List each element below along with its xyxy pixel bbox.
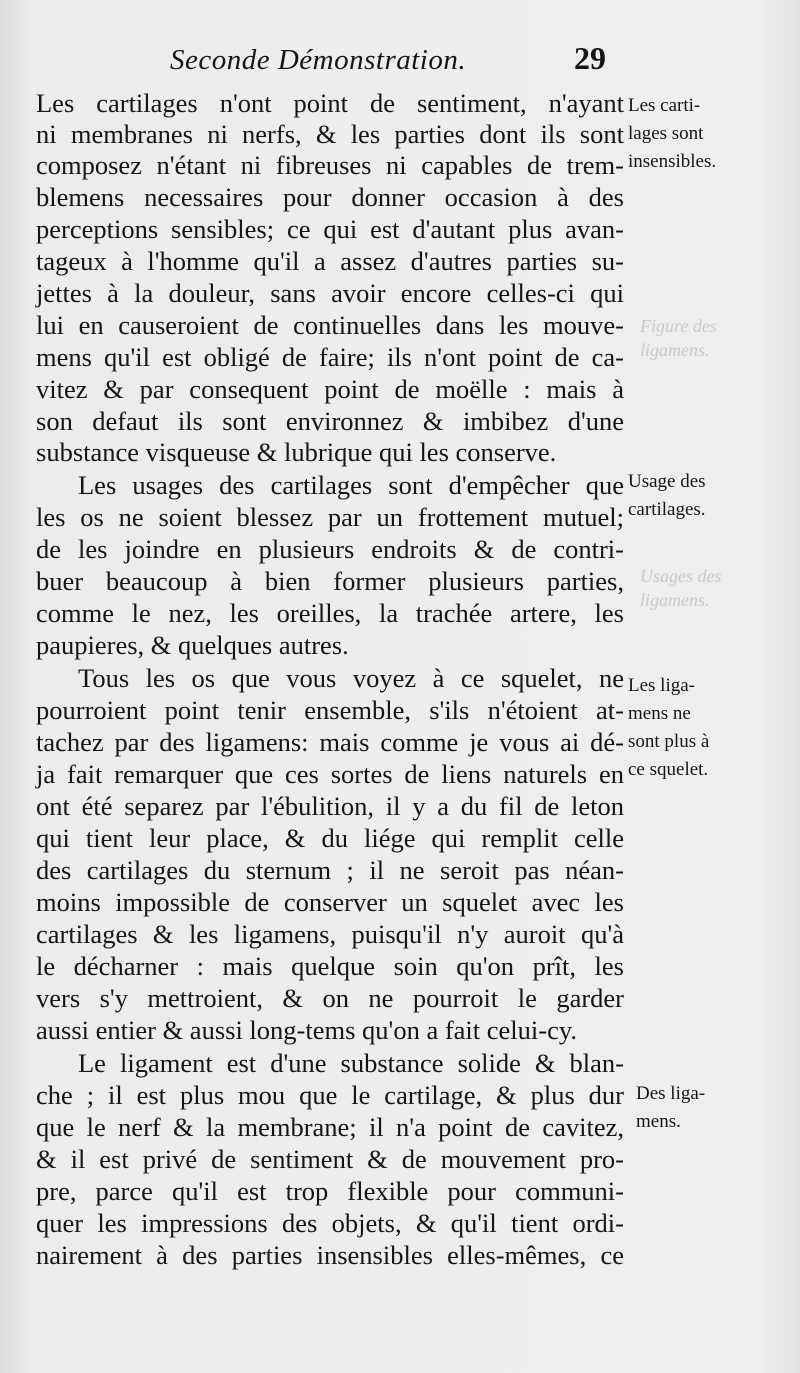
text-line: les os ne soient blessez par un frottement mutuel; [36, 502, 624, 532]
text-line: cartilages & les ligamens, puisqu'il n'y auroit qu'à [36, 919, 624, 949]
margin-note-line: cartilages. [628, 499, 706, 520]
margin-note-line: Les carti- [628, 95, 701, 116]
text-line: buer beaucoup à bien former plusieurs parties, [36, 566, 624, 596]
text-line: paupieres, & quelques autres. [36, 630, 349, 660]
margin-note-line: Les liga- [628, 675, 696, 696]
margin-note-line: mens ne [628, 703, 691, 724]
text-line: tageux à l'homme qu'il a assez d'autres parties su- [36, 246, 624, 276]
text-line: mens qu'il est obligé de faire; ils n'ont point de ca- [36, 342, 624, 372]
text-line: son defaut ils sont environnez & imbibez d'une [36, 406, 624, 436]
margin-note-line: mens. [636, 1111, 681, 1132]
margin-note-line: Usage des [628, 471, 706, 492]
text-line: des cartilages du sternum ; il ne seroit pas néan- [36, 855, 624, 885]
text-line: Tous les os que vous voyez à ce squelet, ne [78, 663, 624, 693]
text-line: pourroient point tenir ensemble, s'ils n'étoient at- [36, 695, 624, 725]
text-line: vers s'y mettroient, & on ne pourroit le garder [36, 983, 624, 1013]
margin-note-usage-cartilages [628, 468, 788, 524]
text-line: moins impossible de conserver un squelet avec les [36, 887, 624, 917]
text-line: pre, parce qu'il est trop flexible pour communi- [36, 1176, 624, 1206]
text-line: che ; il est plus mou que le cartilage, & plus dur [36, 1080, 624, 1110]
show-through-text [640, 564, 750, 612]
text-line: ja fait remarquer que ces sortes de liens naturels en [36, 759, 624, 789]
show-through-text [640, 314, 750, 362]
text-line: Les usages des cartilages sont d'empêcher que [78, 470, 624, 500]
margin-note-des-ligamens [636, 1080, 796, 1136]
text-line: substance visqueuse & lubrique qui les conserve. [36, 437, 557, 467]
show-through-line: ligamens. [640, 340, 710, 360]
show-through-line: ligamens. [640, 590, 710, 610]
margin-note-line: ce squelet. [628, 759, 709, 780]
text-line: aussi entier & aussi long-tems qu'on a fait celui-cy. [36, 1015, 578, 1045]
text-line: comme le nez, les oreilles, la trachée artere, les [36, 598, 624, 628]
text-line: jettes à la douleur, sans avoir encore celles-ci qui [36, 278, 624, 308]
margin-note-line: sont plus à [628, 731, 710, 752]
text-line: le décharner : mais quelque soin qu'on prît, les [36, 951, 624, 981]
show-through-line: Usages des [640, 566, 722, 586]
text-line: Le ligament est d'une substance solide & blan- [78, 1048, 624, 1078]
text-line: de les joindre en plusieurs endroits & de contri- [36, 534, 624, 564]
running-title: Seconde Démonstration. [170, 44, 467, 76]
margin-note-line: Des liga- [636, 1083, 706, 1104]
text-line: ni membranes ni nerfs, & les parties dont ils sont [36, 119, 624, 149]
margin-note-line: insensibles. [628, 151, 717, 172]
margin-note-insensible-cartilages [628, 92, 788, 176]
text-line: nairement à des parties insensibles elles-mêmes, ce [36, 1240, 624, 1270]
page-number: 29 [574, 40, 606, 76]
text-line: blemens necessaires pour donner occasion à des [36, 182, 624, 212]
text-line: composez n'étant ni fibreuses ni capables de trem- [36, 150, 624, 180]
show-through-line: Figure des [640, 316, 717, 336]
text-line: tachez par des ligamens: mais comme je vous ai dé- [36, 727, 624, 757]
text-line: qui tient leur place, & du liége qui remplit celle [36, 823, 624, 853]
text-line: ont été separez par l'ébulition, il y a du fil de leton [36, 791, 624, 821]
margin-note-line: lages sont [628, 123, 704, 144]
margin-note-ligaments-skeleton [628, 672, 788, 784]
text-line: Les cartilages n'ont point de sentiment, n'ayant [36, 88, 624, 118]
text-line: vitez & par consequent point de moëlle : mais à [36, 374, 624, 404]
text-line: & il est privé de sentiment & de mouvement pro- [36, 1144, 624, 1174]
text-line: lui en causeroient de continuelles dans les mouve- [36, 310, 624, 340]
text-line: perceptions sensibles; ce qui est d'autant plus avan- [36, 214, 624, 244]
text-line: que le nerf & la membrane; il n'a point de cavitez, [36, 1112, 624, 1142]
text-line: quer les impressions des objets, & qu'il tient ordi- [36, 1208, 624, 1238]
